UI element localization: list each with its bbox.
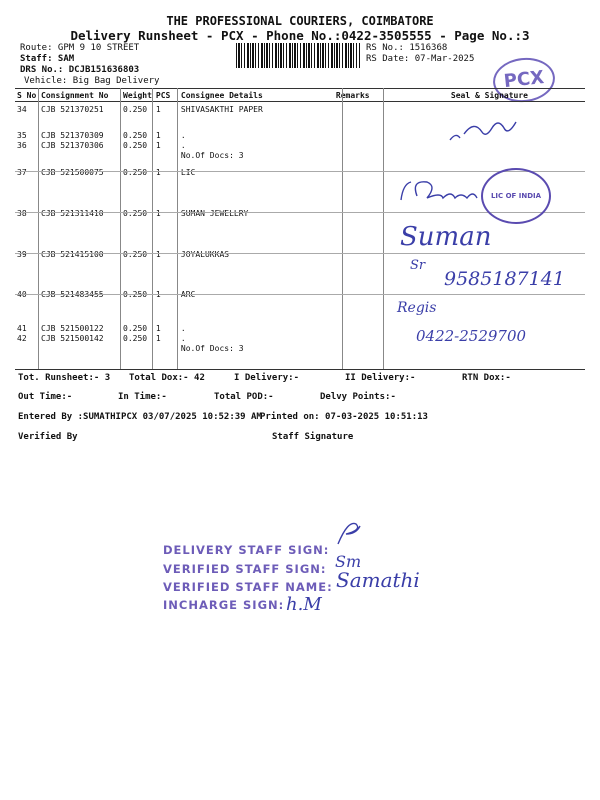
staff-text: Staff: SAM bbox=[20, 54, 75, 64]
in-time: In Time:- bbox=[118, 392, 167, 402]
column-divider bbox=[152, 88, 153, 370]
col-remarks: Remarks bbox=[334, 89, 394, 102]
table-row-docs: No.Of Docs: 3 bbox=[180, 343, 244, 353]
signature-suman: Suman bbox=[400, 222, 492, 252]
signature-regis: Regis bbox=[397, 300, 437, 316]
pcx-stamp: PCX bbox=[491, 55, 557, 105]
row-divider bbox=[15, 253, 585, 254]
table-row-docs: No.Of Docs: 3 bbox=[180, 150, 244, 160]
signature-verified-staff: Sm bbox=[335, 552, 362, 571]
table-row: 41 CJB 521500122 0.250 1 . bbox=[17, 323, 186, 333]
barcode-icon bbox=[236, 43, 360, 68]
table-row: 36 CJB 521370306 0.250 1 . bbox=[17, 140, 186, 150]
company-title: THE PROFESSIONAL COURIERS, COIMBATORE bbox=[166, 14, 434, 28]
verified-staff-name-stamp: VERIFIED STAFF NAME: bbox=[163, 580, 333, 594]
signature-incharge: h.M bbox=[286, 594, 322, 615]
staff-signature: Staff Signature bbox=[272, 432, 354, 442]
table-bottom-border bbox=[15, 369, 585, 370]
table-row: 40 CJB 521483455 0.250 1 ARC bbox=[17, 289, 196, 299]
col-seal: Seal & Signature bbox=[394, 89, 585, 102]
rs-date: RS Date: 07-Mar-2025 bbox=[366, 54, 475, 64]
table-header-row bbox=[15, 89, 585, 102]
vehicle-text: Vehicle: Big Bag Delivery bbox=[24, 76, 160, 86]
column-divider bbox=[383, 88, 384, 370]
delivery-staff-sign-stamp: DELIVERY STAFF SIGN: bbox=[163, 543, 330, 557]
col-sno: S No bbox=[15, 89, 39, 102]
i-delivery: I Delivery:- bbox=[234, 373, 300, 383]
rtn-dox: RTN Dox:- bbox=[462, 373, 511, 383]
total-runsheet: Tot. Runsheet:- 3 bbox=[18, 373, 111, 383]
table-row: 39 CJB 521415100 0.250 1 JOYALUKKAS bbox=[17, 249, 230, 259]
column-divider bbox=[38, 88, 39, 370]
table-row: 35 CJB 521370309 0.250 1 . bbox=[17, 130, 186, 140]
column-divider bbox=[120, 88, 121, 370]
verified-by: Verified By bbox=[18, 432, 78, 442]
col-consignment: Consignment No bbox=[39, 89, 121, 102]
verified-staff-sign-stamp: VERIFIED STAFF SIGN: bbox=[163, 562, 327, 576]
lic-seal-stamp: LIC OF INDIA bbox=[481, 168, 551, 224]
row-divider bbox=[15, 294, 585, 295]
table-row: 37 CJB 521500075 0.250 1 LIC bbox=[17, 167, 196, 177]
printed-on: Printed on: 07-03-2025 10:51:13 bbox=[260, 412, 428, 422]
total-dox: Total Dox:- 42 bbox=[129, 373, 205, 383]
col-pcs: PCS bbox=[154, 89, 179, 102]
table-row: 34 CJB 521370251 0.250 1 SHIVASAKTHI PAPER bbox=[17, 105, 263, 114]
rs-number: RS No.: 1516368 bbox=[366, 43, 448, 53]
column-divider bbox=[177, 88, 178, 370]
drs-number: DRS No.: DCJB151636803 bbox=[20, 65, 140, 75]
ii-delivery: II Delivery:- bbox=[345, 373, 416, 383]
signature-lic bbox=[395, 170, 485, 210]
incharge-sign-stamp: INCHARGE SIGN: bbox=[163, 598, 285, 612]
col-weight: Weight bbox=[123, 90, 152, 100]
handwritten-phone1: 9585187141 bbox=[444, 268, 565, 290]
handwritten-staff-name: Samathi bbox=[336, 568, 420, 592]
table-row: 38 CJB 521311410 0.250 1 SUMAN JEWELLRY bbox=[17, 208, 249, 218]
handwritten-phone2: 0422-2529700 bbox=[416, 327, 527, 345]
signature-delivery-staff bbox=[330, 518, 370, 548]
column-divider bbox=[342, 88, 343, 370]
route-text: Route: GPM 9 10 STREET bbox=[20, 43, 140, 53]
signature-row34 bbox=[440, 112, 540, 152]
table-row: 42 CJB 521500142 0.250 1 . bbox=[17, 333, 186, 343]
signature-joyalukkas: Sr bbox=[410, 258, 426, 273]
runsheet-subtitle: Delivery Runsheet - PCX - Phone No.:0422-3505555 - Page No.:3 bbox=[70, 28, 530, 43]
entered-by: Entered By :SUMATHIPCX 03/07/2025 10:52:39 AM bbox=[18, 412, 262, 422]
col-consignee: Consignee Details bbox=[179, 89, 334, 102]
delvy-points: Delvy Points:- bbox=[320, 392, 396, 402]
out-time: Out Time:- bbox=[18, 392, 73, 402]
total-pod: Total POD:- bbox=[214, 392, 274, 402]
